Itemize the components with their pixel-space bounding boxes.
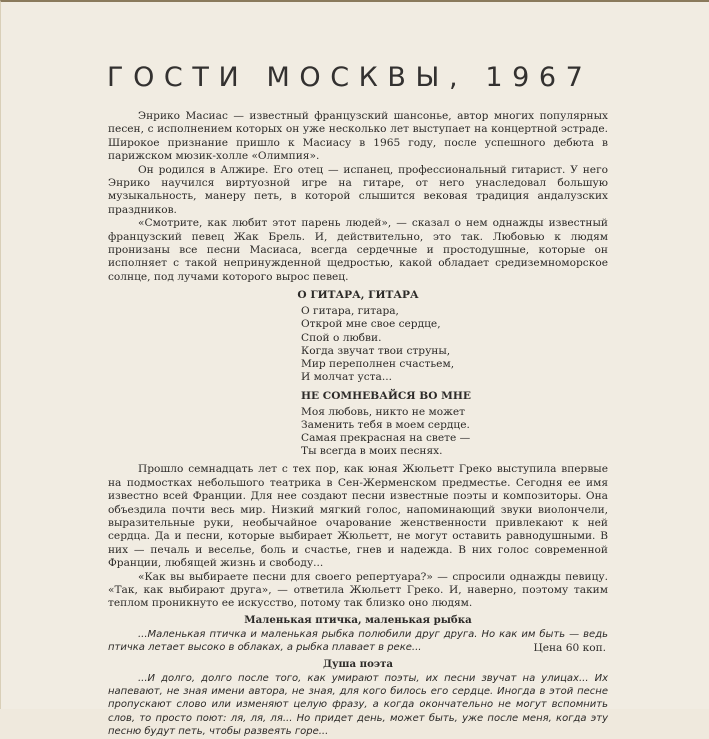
lyric-line: Ты всегда в моих песнях. — [301, 445, 443, 458]
lyric-line: И молчат уста... — [301, 371, 392, 384]
intro-paragraph-3: «Смотрите, как любит этот парень людей», — сказал о нем однажды известный французский певец Жак Брель. И, действительно, это так. Любовью к людям пронизаны все песни Масиаса, всегда сердечные и простодушные, которые он исполняет с такой непринужденной щедростью, какой обладает средиземноморское солнце, под лучами которого вырос певец. — [108, 217, 608, 283]
greco-paragraph-2: «Как вы выбираете песни для своего репертуара?» — спросили однажды певицу. «Так, как выбирают друга», — ответила Жюльетт Греко. И, наверно, поэтому таким теплом проникнуто ее искусство, потому так близко оно людям. — [108, 570, 608, 610]
greco-paragraph-1: Прошло семнадцать лет с тех пор, как юная Жюльетт Греко выступила впервые на подмостках небольшого театрика в Сен-Жерменском предместье. Сегодня ее имя известно всей Франции. Для нее создают песни известные поэты и композиторы. Она объездила почти весь мир. Низкий мягкий голос, напоминающий звуки виолончели, выразительные руки, необычайное очарование женственности привлекают к ней сердца. Да и песни, которые выбирает Жюльетт, не могут оставить равнодушными. В них — печаль и веселье, боль и счастье, гнев и надежда. В них голос современной Франции, любящей жизнь и свободу... — [108, 463, 608, 570]
intro-paragraph-2: Он родился в Алжире. Его отец — испанец, профессиональный гитарист. У него Энрико научился виртуозной игре на гитаре, от него унаследовал большую музыкальность, манеру петь, в которой слышится вековая традиция андалузских праздников. — [108, 163, 608, 216]
song-title-doubt: НЕ СОМНЕВАЙСЯ ВО МНЕ — [301, 389, 471, 402]
song-title-bird-fish: Маленькая птичка, маленькая рыбка — [244, 613, 472, 626]
lyric-line: О гитара, гитара, — [301, 305, 399, 318]
song-excerpt-poet-soul: ...И долго, долго после того, как умирают поэты, их песни звучат на улицах... Их напевают, не зная имени автора, не зная, для кого билось его сердце. Иногда в этой песне пропускают слово или изменяют целую фразу, а когда окончательно не могут вспомнить слов, то просто поют: ля, ля, ля... Но придет день, может быть, уже после меня, когда эту песню будут петь, чтобы развеять горе... — [108, 672, 608, 738]
lyric-line: Спой о любви. — [301, 331, 382, 344]
lyric-line: Открой мне свое сердце, — [301, 318, 441, 331]
intro-paragraph-1: Энрико Масиас — известный французский шансонье, автор многих популярных песен, с исполнением которых он уже несколько лет выступает на концертной эстраде. Широкое признание пришло к Масиасу в 1965 году, после успешного дебюта в парижском мюзик-холле «Олимпия». — [108, 110, 608, 163]
song-title-poet-soul: Душа поэта — [322, 657, 394, 670]
lyric-line: Мир переполнен счастьем, — [301, 358, 455, 371]
page-title: ГОСТИ МОСКВЫ, 1967 — [107, 62, 593, 93]
song-excerpt-poet-soul-block — [108, 672, 608, 739]
song-excerpt-bird-fish: ...Маленькая птичка и маленькая рыбка полюбили друг друга. Но как им быть — ведь птичка летает высоко в облаках, а рыбка плавает в реке... — [108, 628, 608, 654]
price-label: Цена 60 коп. — [533, 642, 606, 654]
lyric-line: Самая прекрасная на свете — — [301, 431, 471, 444]
lyric-line: Когда звучат твои струны, — [301, 344, 451, 357]
song-lyrics-doubt — [301, 406, 608, 459]
lyric-line: Моя любовь, никто не может — [301, 405, 465, 418]
song-lyrics-guitar — [301, 305, 608, 384]
song-title-guitar: О ГИТАРА, ГИТАРА — [297, 289, 419, 302]
lyric-line: Заменить тебя в моем сердце. — [301, 418, 470, 431]
